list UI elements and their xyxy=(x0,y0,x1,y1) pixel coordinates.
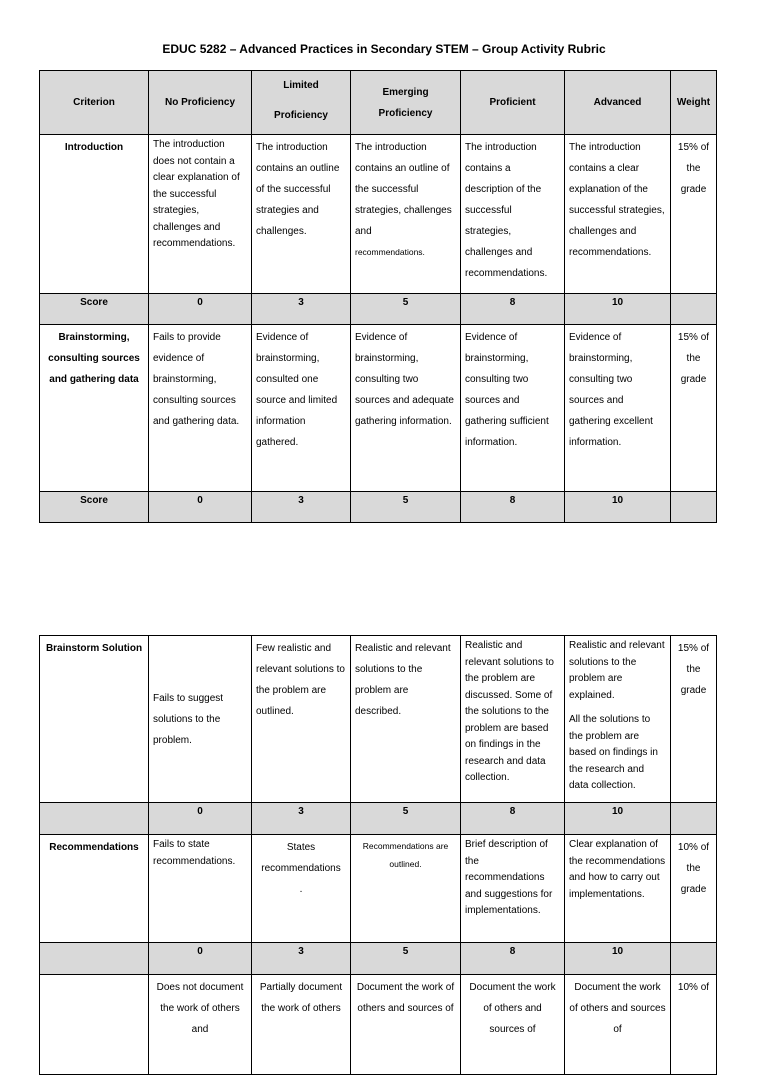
score-row-brainstorming xyxy=(40,492,717,523)
score-weight-empty xyxy=(671,492,717,523)
header-emerging-proficiency: Emerging Proficiency xyxy=(351,71,461,135)
score-value: 5 xyxy=(351,492,461,523)
criterion-brainstorm-solution: Brainstorm Solution xyxy=(40,636,149,803)
weight-brainstorming: 15% of the grade xyxy=(671,325,717,492)
document-title: EDUC 5282 – Advanced Practices in Secondary STEM – Group Activity Rubric xyxy=(162,42,606,56)
score-row-brainstorm-solution xyxy=(40,803,717,835)
cell-documentation-no-proficiency: Does not document the work of others and xyxy=(149,975,252,1075)
score-value: 8 xyxy=(461,294,565,325)
header-weight: Weight xyxy=(671,71,717,135)
score-value: 0 xyxy=(149,943,252,975)
score-value: 0 xyxy=(149,803,252,835)
cell-documentation-emerging: Document the work of others and sources of xyxy=(351,975,461,1075)
score-value: 3 xyxy=(252,943,351,975)
score-value: 5 xyxy=(351,803,461,835)
score-value: 10 xyxy=(565,803,671,835)
score-value: 3 xyxy=(252,803,351,835)
cell-recommendations-emerging: Recommendations are outlined. xyxy=(351,835,461,943)
cell-solution-proficient: Realistic and relevant solutions to the problem are discussed. Some of the solutions to the problem are based on findings in the research and data collection. xyxy=(461,636,565,803)
header-no-proficiency: No Proficiency xyxy=(149,71,252,135)
score-label-empty xyxy=(40,943,149,975)
cell-recommendations-limited-dot: . xyxy=(299,884,303,895)
cell-introduction-proficient: The introduction contains a description of the successful strategies, challenges and recommendations. xyxy=(461,135,565,294)
weight-brainstorm-solution: 15% of the grade xyxy=(671,636,717,803)
score-weight-empty xyxy=(671,803,717,835)
cell-introduction-emerging-text: The introduction contains an outline of the successful strategies, challenges and xyxy=(355,142,452,237)
cell-recommendations-no-proficiency: Fails to state recommendations. xyxy=(149,835,252,943)
weight-documentation: 10% of xyxy=(671,975,717,1075)
rubric-table-2 xyxy=(39,635,717,1075)
table-row-brainstorm-solution xyxy=(40,636,717,803)
score-label: Score xyxy=(40,492,149,523)
rubric-table-1 xyxy=(39,70,717,523)
cell-recommendations-limited xyxy=(252,835,351,943)
cell-recommendations-advanced: Clear explanation of the recommendations and how to carry out implementations. xyxy=(565,835,671,943)
weight-introduction: 15% of the grade xyxy=(671,135,717,294)
score-value: 10 xyxy=(565,492,671,523)
header-criterion: Criterion xyxy=(40,71,149,135)
cell-introduction-no-proficiency: The introduction does not contain a clear explanation of the successful strategies, challenges and recommendations. xyxy=(149,135,252,294)
criterion-documentation xyxy=(40,975,149,1075)
cell-solution-advanced xyxy=(565,636,671,803)
cell-introduction-emerging-tail: recommendations. xyxy=(355,247,425,257)
score-value: 3 xyxy=(252,294,351,325)
cell-documentation-advanced: Document the work of others and sources of xyxy=(565,975,671,1075)
score-value: 0 xyxy=(149,492,252,523)
table-row-introduction xyxy=(40,135,717,294)
criterion-introduction: Introduction xyxy=(40,135,149,294)
header-limited-proficiency: Limited Proficiency xyxy=(252,71,351,135)
header-row xyxy=(40,71,717,135)
cell-brainstorming-limited: Evidence of brainstorming, consulted one source and limited information gathered. xyxy=(252,325,351,492)
cell-recommendations-limited-text: States recommendations xyxy=(261,842,341,874)
score-value: 5 xyxy=(351,294,461,325)
score-value: 10 xyxy=(565,943,671,975)
cell-documentation-limited: Partially document the work of others xyxy=(252,975,351,1075)
cell-brainstorming-proficient: Evidence of brainstorming, consulting two sources and gathering sufficient information. xyxy=(461,325,565,492)
score-weight-empty xyxy=(671,943,717,975)
cell-brainstorming-no-proficiency: Fails to provide evidence of brainstorming, consulting sources and gathering data. xyxy=(149,325,252,492)
score-value: 10 xyxy=(565,294,671,325)
cell-solution-no-proficiency: Fails to suggest solutions to the problem. xyxy=(149,636,252,803)
score-label-empty xyxy=(40,803,149,835)
cell-brainstorming-emerging: Evidence of brainstorming, consulting two sources and adequate gathering information. xyxy=(351,325,461,492)
cell-solution-advanced-text: Realistic and relevant solutions to the problem are explained. xyxy=(569,640,665,701)
table-row-brainstorming xyxy=(40,325,717,492)
criterion-brainstorming: Brainstorming, consulting sources and gathering data xyxy=(40,325,149,492)
cell-introduction-advanced: The introduction contains a clear explanation of the successful strategies, challenges and recommendations. xyxy=(565,135,671,294)
header-advanced: Advanced xyxy=(565,71,671,135)
cell-documentation-proficient: Document the work of others and sources of xyxy=(461,975,565,1075)
criterion-recommendations: Recommendations xyxy=(40,835,149,943)
table-row-documentation xyxy=(40,975,717,1075)
score-label: Score xyxy=(40,294,149,325)
cell-introduction-limited: The introduction contains an outline of the successful strategies and challenges. xyxy=(252,135,351,294)
weight-recommendations: 10% of the grade xyxy=(671,835,717,943)
score-value: 3 xyxy=(252,492,351,523)
cell-solution-limited: Few realistic and relevant solutions to the problem are outlined. xyxy=(252,636,351,803)
cell-introduction-emerging xyxy=(351,135,461,294)
paragraph-gap xyxy=(569,704,666,712)
score-value: 8 xyxy=(461,803,565,835)
score-value: 8 xyxy=(461,943,565,975)
score-value: 0 xyxy=(149,294,252,325)
score-value: 8 xyxy=(461,492,565,523)
table-row-recommendations xyxy=(40,835,717,943)
header-proficient: Proficient xyxy=(461,71,565,135)
score-weight-empty xyxy=(671,294,717,325)
score-row-introduction xyxy=(40,294,717,325)
cell-recommendations-proficient: Brief description of the recommendations and suggestions for implementations. xyxy=(461,835,565,943)
cell-solution-emerging: Realistic and relevant solutions to the problem are described. xyxy=(351,636,461,803)
cell-brainstorming-advanced: Evidence of brainstorming, consulting two sources and gathering excellent information. xyxy=(565,325,671,492)
score-value: 5 xyxy=(351,943,461,975)
cell-solution-advanced-extra: All the solutions to the problem are based on findings in the research and data collection. xyxy=(569,714,658,791)
score-row-recommendations xyxy=(40,943,717,975)
